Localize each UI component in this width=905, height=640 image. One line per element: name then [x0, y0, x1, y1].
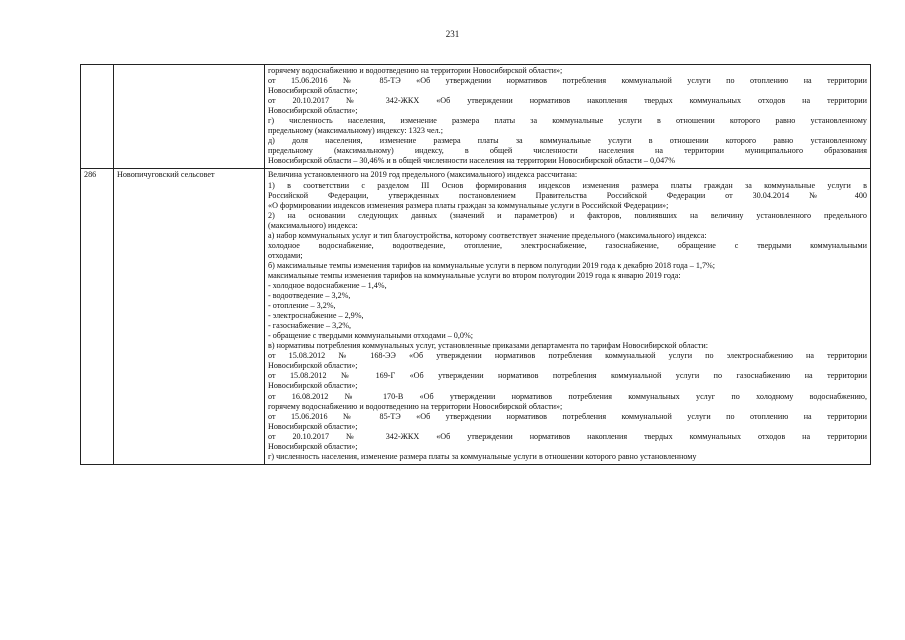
text-line: предельному (максимальному) индексу, в общей численности населения на территории муниципального образования — [268, 146, 867, 156]
text-line: д) доля населения, изменение размера платы за коммунальные услуги в отношении которого равно установленному — [268, 136, 867, 146]
municipal-index-table — [80, 64, 871, 465]
municipality-name: Новопичуговский сельсовет — [117, 170, 215, 180]
text-line: - обращение с твердыми коммунальными отходами – 0,0%; — [268, 331, 473, 341]
text-line: «О формировании индексов изменения размера платы граждан за коммунальные услуги в Российской Федерации»; — [268, 200, 669, 210]
page-number: 231 — [445, 29, 460, 39]
text-line: горячему водоснабжению и водоотведению на территории Новосибирской области»; — [268, 401, 563, 411]
municipality-name — [114, 65, 264, 67]
text-line: от 15.06.2016 № 85-ТЭ «Об утверждении нормативов потребления коммунальной услуги по отоплению на территории — [268, 76, 867, 86]
text-line: Новосибирской области – 30,46% и в общей численности населения на территории Новосибирской области – 0,047% — [268, 156, 676, 166]
text-line: 2) на основании следующих данных (значений и параметров) и факторов, повлиявших на величину установленного предельного — [268, 210, 867, 220]
row-number-cell — [81, 65, 114, 169]
text-line: от 15.08.2012 № 169-Г «Об утверждении нормативов потребления коммунальной услуги по газоснабжению на территории — [268, 371, 867, 381]
text-line: а) набор коммунальных услуг и тип благоустройства, которому соответствует значение предельного (максимального) индекса: — [268, 230, 707, 240]
text-line: - газоснабжение – 3,2%, — [268, 321, 352, 331]
text-line: - холодное водоснабжение – 1,4%, — [268, 280, 387, 290]
text-line: холодное водоснабжение, водоотведение, отопление, электроснабжение, газоснабжение, обращение с твердыми коммунальными — [268, 240, 867, 250]
text-line: от 20.10.2017 № 342-ЖКХ «Об утверждении нормативов накопления твердых коммунальных отходов на территории — [268, 431, 867, 441]
text-line: от 15.06.2016 № 85-ТЭ «Об утверждении нормативов потребления коммунальной услуги по отоплению на территории — [268, 411, 867, 421]
text-line: - отопление – 3,2%, — [268, 301, 336, 311]
text-line: Новосибирской области»; — [268, 86, 358, 96]
text-line: Новосибирской области»; — [268, 421, 358, 431]
text-line: Новосибирской области»; — [268, 361, 358, 371]
text-line: Величина установленного на 2019 год предельного (максимального) индекса рассчитана: — [268, 170, 578, 180]
text-line: г) численность населения, изменение размера платы за коммунальные услуги в отношении которого равно установленному — [268, 116, 867, 126]
index-calculation-cell — [265, 65, 871, 169]
text-line: - водоотведение – 3,2%, — [268, 291, 351, 301]
text-line: (максимального) индекса: — [268, 220, 358, 230]
row-number: 286 — [84, 170, 97, 180]
text-line: горячему водоснабжению и водоотведению на территории Новосибирской области»; — [268, 66, 563, 75]
text-line: 1) в соответствии с разделом III Основ формирования индексов изменения размера платы граждан за коммунальные услуги в — [268, 180, 867, 190]
table-row — [81, 65, 871, 169]
text-line: от 15.08.2012 № 168-ЭЭ «Об утверждении нормативов потребления коммунальной услуги по электроснабжению на территории — [268, 351, 867, 361]
row-number-cell — [81, 169, 114, 464]
index-calculation-text — [265, 65, 870, 168]
text-line: б) максимальные темпы изменения тарифов на коммунальные услуги в первом полугодии 2019 года к декабрю 2018 года – 1,7%; — [268, 260, 716, 270]
text-line: предельному (максимальному) индексу: 1323 чел.; — [268, 126, 443, 136]
municipality-name-cell — [114, 65, 265, 169]
text-line: - электроснабжение – 2,9%, — [268, 311, 364, 321]
row-number — [81, 65, 113, 67]
text-line: от 16.08.2012 № 170-В «Об утверждении нормативов потребления коммунальных услуг по холодному водоснабжению, — [268, 391, 867, 401]
index-calculation-cell — [265, 169, 871, 464]
text-line: Новосибирской области»; — [268, 106, 358, 116]
text-line: максимальные темпы изменения тарифов на коммунальные услуги во втором полугодии 2019 года к январю 2019 года: — [268, 270, 681, 280]
municipality-name-cell — [114, 169, 265, 464]
text-line: отходами; — [268, 250, 303, 260]
index-calculation-text — [265, 169, 870, 463]
text-line: от 20.10.2017 № 342-ЖКХ «Об утверждении нормативов накопления твердых коммунальных отходов на территории — [268, 96, 867, 106]
text-line: г) численность населения, изменение размера платы за коммунальные услуги в отношении которого равно установленному — [268, 451, 697, 461]
text-line: Российской Федерации, утвержденных постановлением Правительства Российской Федерации от 30.04.2014 № 400 — [268, 190, 867, 200]
text-line: Новосибирской области»; — [268, 441, 358, 451]
text-line: Новосибирской области»; — [268, 381, 358, 391]
table-row — [81, 169, 871, 464]
text-line: в) нормативы потребления коммунальных услуг, установленные приказами департамента по тарифам Новосибирской области: — [268, 341, 709, 351]
